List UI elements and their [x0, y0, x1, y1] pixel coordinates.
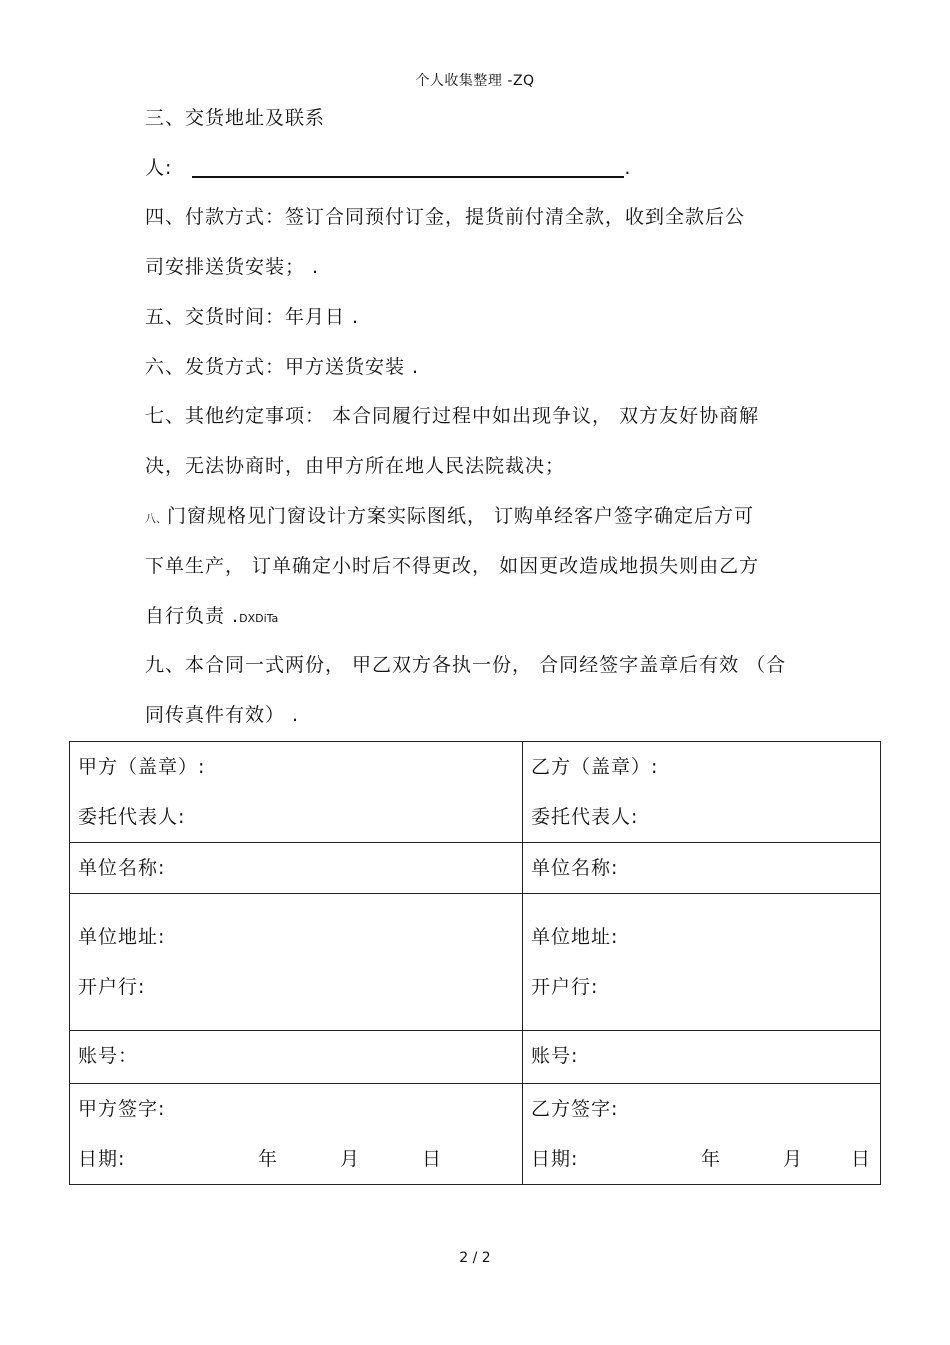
party-a-seal-label: 甲方（盖章）:: [78, 756, 206, 778]
party-a-date-line: [78, 1134, 514, 1184]
party-a-address-cell: [70, 894, 523, 1031]
clause-4-line-1: 四、付款方式：签订合同预付订金，提货前付清全款，收到全款后公: [145, 206, 746, 228]
party-b-account-label: 账号:: [531, 1045, 579, 1067]
party-a-address-label: 单位地址:: [78, 926, 166, 948]
contact-blank-line: [192, 156, 624, 178]
party-b-signature-cell: [523, 1084, 881, 1185]
clause-7-line-2: 决，无法协商时，由甲方所在地人民法院裁决；: [145, 455, 566, 477]
clause-8-text-1: 门窗规格见门窗设计方案实际图纸， 订购单经客户签字确定后方可: [167, 505, 755, 527]
table-row: [70, 843, 881, 894]
clause-7-line-1: 七、其他约定事项： 本合同履行过程中如出现争议， 双方友好协商解: [145, 405, 760, 427]
clause-5: 五、交货时间：年月日 .: [145, 306, 360, 328]
party-b-account-cell: [523, 1031, 881, 1084]
party-b-unit-name-label: 单位名称:: [531, 857, 619, 879]
party-b-address-label: 单位地址:: [531, 926, 619, 948]
party-a-signature-cell: [70, 1084, 523, 1185]
party-a-unit-name-cell: [70, 843, 523, 894]
party-a-agent-label: 委托代表人:: [78, 806, 186, 828]
party-b-year-label: 年: [701, 1148, 722, 1170]
clause-4-line-2: 司安排送货安装； .: [145, 256, 320, 278]
party-b-signature-label: 乙方签字:: [531, 1098, 619, 1120]
party-b-agent-label: 委托代表人:: [531, 806, 639, 828]
party-b-day-label: 日: [851, 1148, 872, 1170]
table-row: [70, 894, 881, 1031]
clause-3-period: .: [624, 157, 632, 179]
party-b-seal-label: 乙方（盖章）:: [531, 756, 659, 778]
table-row: [70, 1031, 881, 1084]
clause-3-label: 人:: [145, 157, 173, 179]
party-a-day-label: 日: [422, 1148, 443, 1170]
party-b-bank-label: 开户行:: [531, 976, 599, 998]
party-a-month-label: 月: [340, 1148, 361, 1170]
clause-8-line-2: 下单生产， 订单确定小时后不得更改， 如因更改造成地损失则由乙方: [145, 555, 760, 577]
party-b-date-line: [531, 1134, 872, 1184]
table-row: [70, 742, 881, 843]
signature-table: [69, 741, 881, 1185]
party-b-month-label: 月: [783, 1148, 804, 1170]
page-number: 2 / 2: [459, 1250, 491, 1266]
party-a-account-cell: [70, 1031, 523, 1084]
clause-8-marker: 八、: [145, 512, 167, 525]
party-a-date-label: 日期:: [78, 1148, 126, 1170]
clause-8-text-3: 自行负责 .: [145, 605, 240, 627]
party-a-account-label: 账号：: [78, 1045, 139, 1067]
party-a-signature-label: 甲方签字:: [78, 1098, 166, 1120]
party-b-address-cell: [523, 894, 881, 1031]
party-b-unit-name-cell: [523, 843, 881, 894]
party-a-bank-label: 开户行:: [78, 976, 146, 998]
clause-9-line-2: 同传真件有效） .: [145, 704, 300, 726]
clause-3-line-2: [145, 143, 825, 193]
party-a-seal-cell: [70, 742, 523, 843]
party-b-date-label: 日期:: [531, 1148, 579, 1170]
party-a-year-label: 年: [258, 1148, 279, 1170]
page-header: 个人收集整理 -ZQ: [415, 73, 535, 89]
table-row: [70, 1084, 881, 1185]
party-a-unit-name-label: 单位名称:: [78, 857, 166, 879]
party-b-seal-cell: [523, 742, 881, 843]
clause-6: 六、发货方式：甲方送货安装 .: [145, 356, 420, 378]
clause-8-line-1: [145, 491, 825, 544]
clause-8-artifact: DXDiTa: [239, 612, 279, 625]
clause-9-line-1: 九、本合同一式两份， 甲乙双方各执一份， 合同经签字盖章后有效 （合: [145, 654, 787, 676]
clause-3-line-1: 三、交货地址及联系: [145, 107, 326, 129]
clause-8-line-3: [145, 591, 825, 644]
